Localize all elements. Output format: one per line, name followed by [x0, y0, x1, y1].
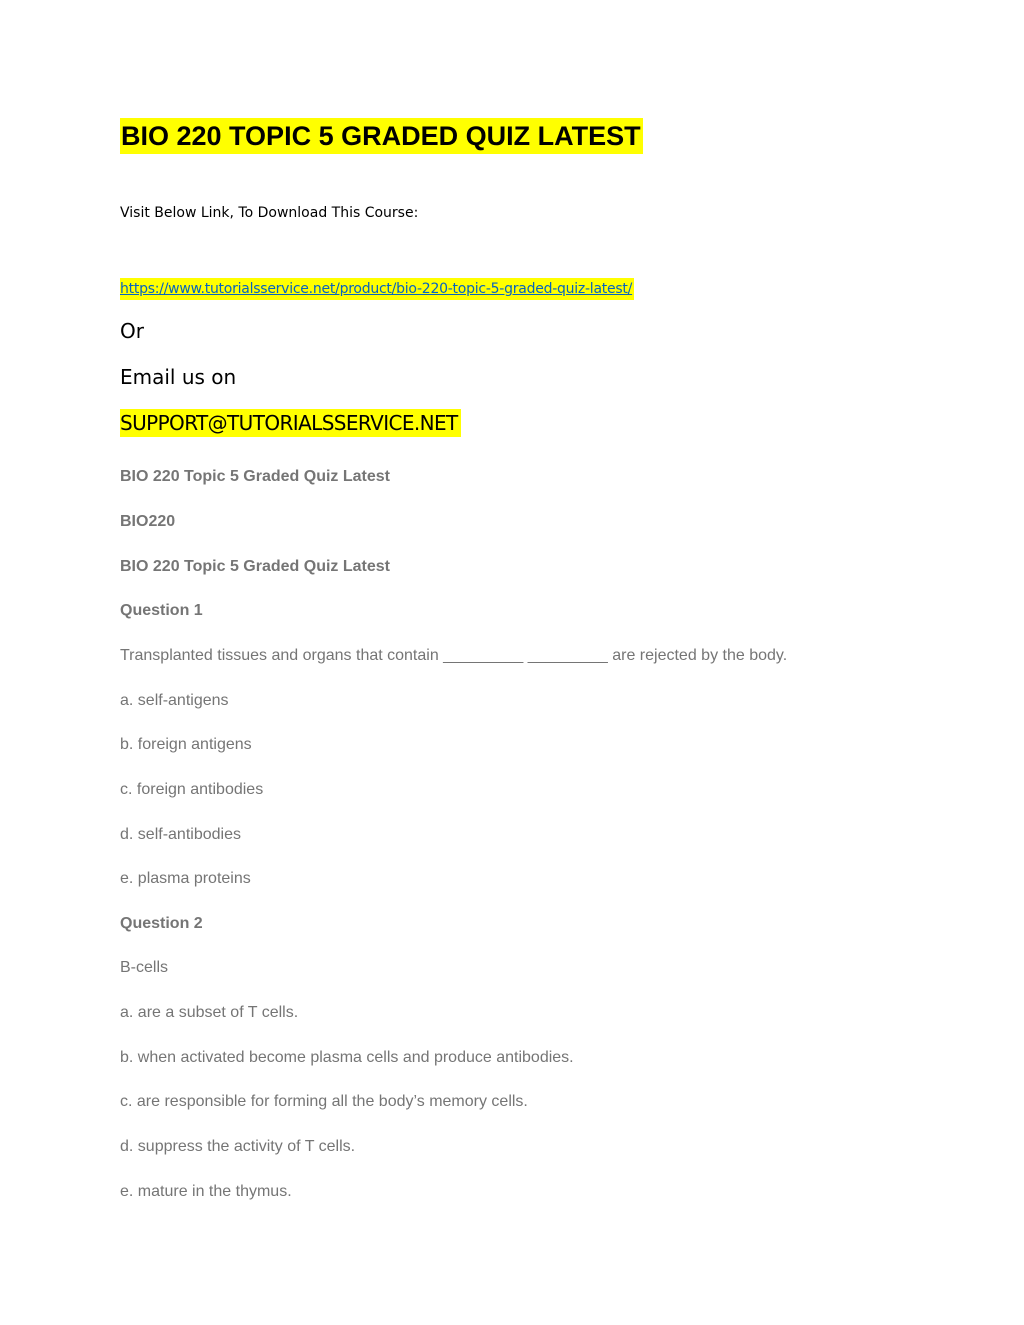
or-text: Or: [120, 319, 144, 343]
answer-option: a. self-antigens: [120, 692, 229, 709]
download-link[interactable]: https://www.tutorialsservice.net/product/bio-220-topic-5-graded-quiz-latest/: [120, 278, 634, 300]
content-heading: BIO 220 Topic 5 Graded Quiz Latest: [120, 468, 390, 485]
content-subheading: BIO 220 Topic 5 Graded Quiz Latest: [120, 558, 390, 575]
visit-instruction: Visit Below Link, To Download This Course:: [120, 205, 419, 221]
answer-option: e. mature in the thymus.: [120, 1183, 292, 1200]
answer-option: a. are a subset of T cells.: [120, 1004, 299, 1021]
question-prompt: B-cells: [120, 959, 169, 976]
answer-option: b. when activated become plasma cells and produce antibodies.: [120, 1049, 574, 1066]
course-code: BIO220: [120, 513, 176, 530]
answer-option: e. plasma proteins: [120, 870, 251, 887]
answer-option: d. self-antibodies: [120, 826, 241, 843]
email-label: Email us on: [120, 365, 237, 389]
question-label: Question 1: [120, 602, 203, 619]
question-prompt: Transplanted tissues and organs that contain _________ _________ are rejected by the body.: [120, 647, 788, 664]
document-title: BIO 220 TOPIC 5 GRADED QUIZ LATEST: [120, 118, 643, 154]
answer-option: c. foreign antibodies: [120, 781, 264, 798]
answer-option: b. foreign antigens: [120, 736, 252, 753]
answer-option: c. are responsible for forming all the body’s memory cells.: [120, 1093, 528, 1110]
question-label: Question 2: [120, 915, 203, 932]
support-email: SUPPORT@TUTORIALSSERVICE.NET: [120, 409, 461, 437]
answer-option: d. suppress the activity of T cells.: [120, 1138, 356, 1155]
